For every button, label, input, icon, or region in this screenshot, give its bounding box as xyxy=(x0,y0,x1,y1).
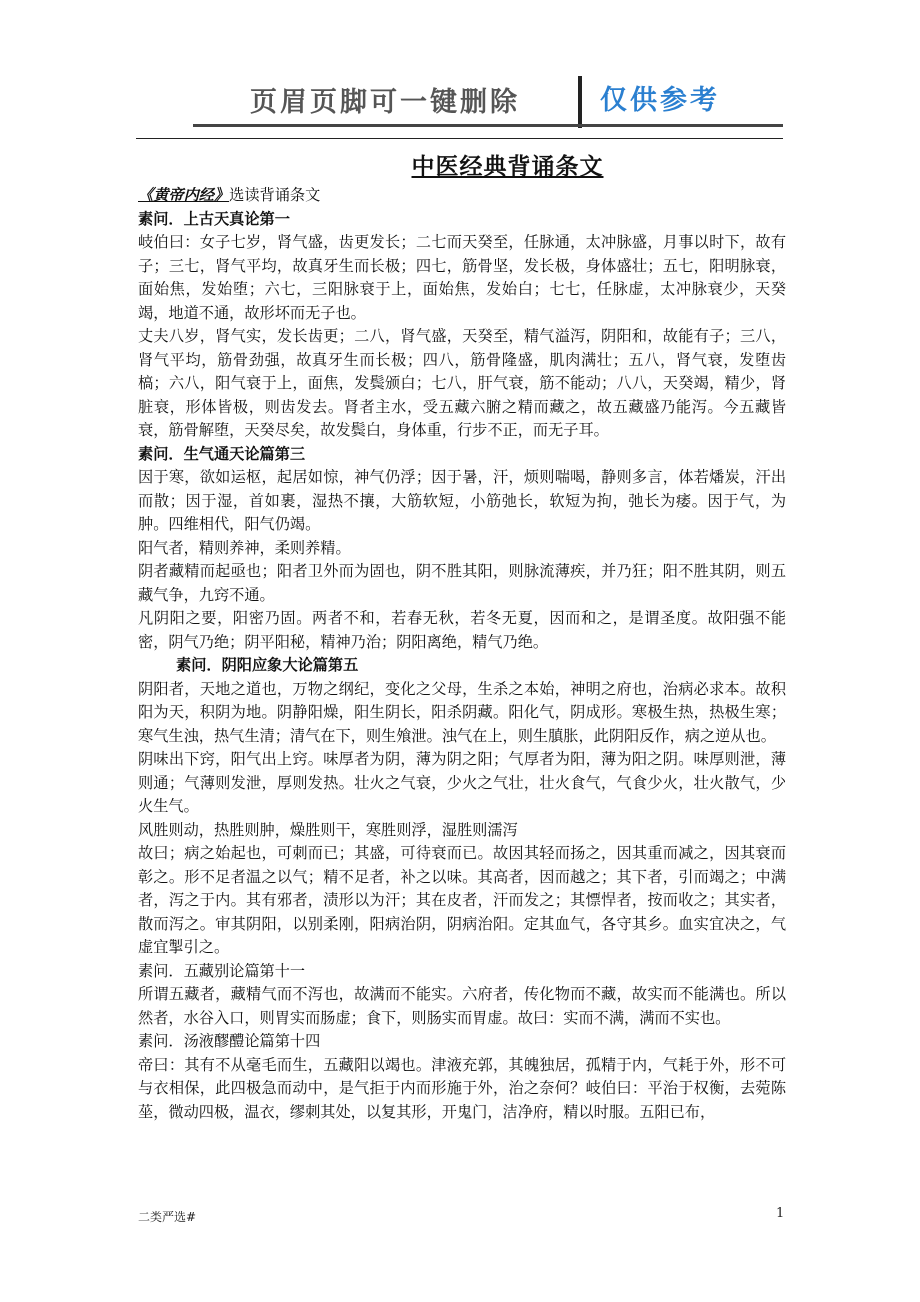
subtitle xyxy=(138,184,786,208)
banner-left-text: 页眉页脚可一键删除 xyxy=(250,87,520,118)
paragraph: 阴阳者，天地之道也，万物之纲纪，变化之父母，生杀之本始，神明之府也，治病必求本。故积阳为天，积阴为地。阴静阳燥，阳生阴长，阳杀阴藏。阳化气，阴成形。寒极生热，热极生寒；寒气生浊，热气生清；清气在下，则生飧泄。浊气在上，则生䐜胀，此阴阳反作，病之逆从也。 xyxy=(138,679,786,745)
paragraph: 凡阴阳之要，阳密乃固。两者不和，若春无秋，若冬无夏，因而和之，是谓圣度。故阳强不能密，阴气乃绝；阴平阳秘，精神乃治；阴阳离绝，精气乃绝。 xyxy=(138,609,786,651)
section-heading: 素问．五藏别论篇第十一 xyxy=(138,961,306,980)
paragraph: 风胜则动，热胜则肿，燥胜则干，寒胜则浮，湿胜则濡泻 xyxy=(138,820,518,839)
section-heading: 素问．上古天真论第一 xyxy=(138,209,290,228)
content-blocks xyxy=(138,208,786,1125)
footer-left: 二类严选# xyxy=(138,1210,197,1224)
paragraph: 所谓五藏者，藏精气而不泻也，故满而不能实。六府者，传化物而不藏，故实而不能满也。所以然者，水谷入口，则胃实而肠虚；食下，则肠实而胃虚。故曰：实而不满，满而不实也。 xyxy=(138,985,786,1027)
banner-divider xyxy=(578,76,582,128)
header-rule xyxy=(136,138,783,139)
section-heading: 素问．阴阳应象大论篇第五 xyxy=(176,656,359,674)
header-banner xyxy=(190,72,780,130)
page-number: 1 xyxy=(776,1206,785,1221)
paragraph: 丈夫八岁，肾气实，发长齿更；二八，肾气盛，天癸至，精气溢泻，阴阳和，故能有子；三八，肾气平均，筋骨劲强，故真牙生而长极；四八，筋骨隆盛，肌肉满壮；五八，肾气衰，发堕齿槁；六八，阳气衰于上，面焦，发鬓颁白；七八，肝气衰，筋不能动；八八，天癸竭，精少，肾脏衰，形体皆极，则齿发去。肾者主水，受五藏六腑之精而藏之，故五藏盛乃能泻。今五藏皆衰，筋骨解堕，天癸尽矣，故发鬓白，身体重，行步不正，而无子耳。 xyxy=(138,327,786,439)
section-heading: 素问．生气通天论篇第三 xyxy=(138,444,306,463)
subtitle-rest: 选读背诵条文 xyxy=(229,186,321,204)
paragraph: 帝曰：其有不从毫毛而生，五藏阳以竭也。津液充郭，其魄独居，孤精于内，气耗于外，形不可与衣相保，此四极急而动中，是气拒于内而形施于外，治之奈何？岐伯曰：平治于权衡，去菀陈莝，微动四极，温衣，缪刺其处，以复其形，开鬼门，洁净府，精以时服。五阳已布， xyxy=(138,1055,786,1121)
paragraph: 阴味出下窍，阳气出上窍。味厚者为阴，薄为阴之阳；气厚者为阳，薄为阳之阴。味厚则泄，薄则通；气薄则发泄，厚则发热。壮火之气衰，少火之气壮，壮火食气，气食少火，壮火散气，少火生气。 xyxy=(138,750,786,815)
page-title: 中医经典背诵条文 xyxy=(411,153,604,180)
paragraph: 因于寒，欲如运枢，起居如惊，神气仍浮；因于暑，汗，烦则喘喝，静则多言，体若燔炭，汗出而散；因于湿，首如裹，湿热不攘，大筋软短，小筋弛长，软短为拘，弛长为痿。因于气，为肿。四维相代，阳气仍竭。 xyxy=(138,468,786,533)
banner-right-text: 仅供参考 xyxy=(600,85,720,116)
banner-underline xyxy=(193,124,783,127)
section-heading: 素问．汤液醪醴论篇第十四 xyxy=(138,1032,321,1050)
document-body xyxy=(138,184,786,1124)
paragraph: 故曰；病之始起也，可刺而已；其盛，可待衰而已。故因其轻而扬之，因其重而减之，因其衰而彰之。形不足者温之以气；精不足者，补之以味。其高者，因而越之；其下者，引而竭之；中满者，泻之于内。其有邪者，渍形以为汗；其在皮者，汗而发之；其慓悍者，按而收之；其实者，散而泻之。审其阴阳，以别柔刚，阳病治阴，阴病治阳。定其血气，各守其乡。血实宜决之，气虚宜掣引之。 xyxy=(138,844,786,956)
paragraph: 阴者藏精而起亟也；阳者卫外而为固也，阴不胜其阳，则脉流薄疾，并乃狂；阳不胜其阴，则五藏气争，九窍不通。 xyxy=(138,562,786,604)
paragraph: 岐伯曰：女子七岁，肾气盛，齿更发长；二七而天癸至，任脉通，太冲脉盛，月事以时下，故有子；三七，肾气平均，故真牙生而长极；四七，筋骨坚，发长极，身体盛壮；五七，阳明脉衰，面始焦，发始堕；六七，三阳脉衰于上，面始焦，发始白；七七，任脉虚，太冲脉衰少，天癸竭，地道不通，故形坏而无子也。 xyxy=(138,233,786,322)
subtitle-book: 《黄帝内经》 xyxy=(138,186,230,204)
paragraph: 阳气者，精则养神，柔则养精。 xyxy=(138,538,351,557)
